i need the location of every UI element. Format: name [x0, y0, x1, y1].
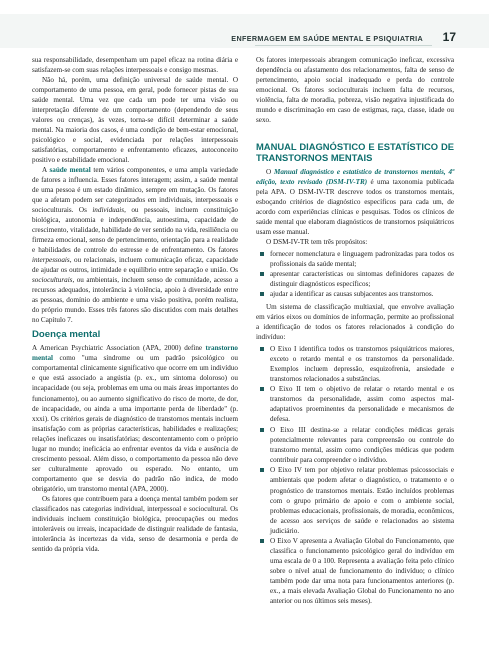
purposes-list [256, 249, 454, 299]
paragraph [256, 167, 454, 237]
list-item: fornecer nomenclatura e linguagem padronizadas para todos os profissionais da saúde mental; [256, 249, 454, 269]
axes-list [256, 344, 454, 606]
text-run: A [42, 166, 50, 175]
keyword-dsm-text: Manual diagnóstico e estatístico de transtornos mentais, 4ª edição, texto revisado (DSM-IV-TR) [256, 167, 454, 186]
keyword-transtorno-mental: transtorno mental [32, 344, 238, 363]
running-header [0, 0, 489, 52]
paragraph: Não há, porém, uma definição universal de saúde mental. O comportamento de uma pessoa, em geral, pode fornecer pistas de sua saúde mental. Uma vez que cada um pode ter uma visão ou interpretação diferente de um comportamento (dependendo de seus valores ou crenças), às vezes, torna-se difícil determinar a saúde mental. Na maioria dos casos, é uma condição de bem-estar emocional, psicológico e social, evidenciada por relações interpessoais satisfatórias, comportamento e enfrentamento eficazes, autoconceito positivo e estabilidade emocional. [32, 76, 238, 165]
page-number: 17 [442, 30, 456, 44]
text-run: é uma taxonomia publicada pela APA. O DSM-IV-TR descreve todos os transtornos mentais, esboçando critérios de diagnóstico específicos para cada um, de acordo com experiências clínicas e pesquisas. Todos os clínicos de saúde mental que elaboram diagnósticos de transtornos psiquiátricos usam esse manual. [256, 177, 454, 236]
list-item: O Eixo I identifica todos os transtornos psiquiátricos maiores, exceto o retardo mental e os transtornos da personalidade. Exemplos incluem depressão, esquizofrenia, ansiedade e transtornos relacionados a substâncias. [256, 344, 454, 384]
list-item: ajudar a identificar as causas subjacentes aos transtornos. [256, 289, 454, 299]
paragraph: Os fatores que contribuem para a doença mental também podem ser classificados nas categorias individual, interpessoal e sociocultural. Os individuais incluem constituição biológica, preocupações ou medos intoleráveis ou irreais, incapacidade de distinguir realidade de fantasia, intolerância às incertezas da vida, senso de desarmonia e perda de sentido da própria vida. [32, 494, 238, 553]
section-heading-doenca-mental: Doença mental [32, 329, 101, 341]
paragraph [32, 165, 238, 325]
right-column [256, 55, 454, 609]
header-rule [255, 45, 432, 46]
italic-term: individuais [92, 206, 125, 215]
text-run: A American Psychiatric Association (APA, 2000) define [32, 344, 206, 353]
text-run: como "uma síndrome ou um padrão psicológico ou comportamental clinicamente significativo que ocorre em um indivíduo e que está associado a angústia (p. ex., um sintoma doloroso) ou incapacidade (ou seja, problemas em uma ou mais áreas importantes do funcionamento), ou ao aumento significativo do risco de morte, de dor, de incapacidade, ou ainda a uma importante perda de liberdade" (p. xxxi). Os critérios gerais de diagnóstico de transtornos mentais incluem insatisfação com as próprias características, habilidades e realizações; relações ineficazes ou insatisfatórias; descontentamento com o próprio lugar no mundo; ineficácia ao enfrentar eventos da vida e ausência de crescimento pessoal. Além disso, o comportamento da pessoa não deve ser culturalmente aprovado ou esperado. No entanto, um comportamento que se desvia do padrão não indica, de modo obrigatório, um transtorno mental (APA, 2000). [32, 354, 238, 493]
italic-term: socioculturais [32, 276, 73, 285]
paragraph: Os fatores interpessoais abrangem comunicação ineficaz, excessiva dependência ou afastamento dos relacionamentos, falta de senso de pertencimento, apoio social inadequado e perda do controle emocional. Os fatores socioculturais incluem falta de recursos, violência, falta de moradia, pobreza, visão negativa injustificada do mundo e discriminação em caso de estigmas, raça, classe, idade ou sexo. [256, 56, 454, 125]
keyword-saude-mental: saúde mental [49, 166, 91, 175]
list-item: apresentar características ou sintomas definidores capazes de distinguir diagnósticos específicos; [256, 269, 454, 289]
section-heading-dsm: MANUAL DIAGNÓSTICO E ESTATÍSTICO DE TRANSTORNOS MENTAIS [256, 141, 454, 164]
text-run: tem vários componentes, e uma ampla variedade de fatores a influencia. Esses fatores interagem; assim, a saúde mental de uma pessoa é um estado dinâmico, sempre em mutação. Os fatores que a afetam podem ser categorizados em individuais, interpessoais e socioculturais. Os [32, 166, 238, 215]
text-run: , ou ambientais, incluem senso de comunidade, acesso a recursos adequados, intolerância à violência, apoio à diversidade entre as pessoas, domínio do ambiente e uma visão positiva, porém realista, do próprio mundo. Esses três fatores são discutidos com mais detalhes no Capítulo 7. [32, 276, 238, 325]
list-item: O Eixo II tem o objetivo de relatar o retardo mental e os transtornos da personalidade, assim como aspectos mal-adaptativos proeminentes da personalidade e mecanismos de defesa. [256, 384, 454, 424]
italic-term: interpessoais [32, 256, 70, 265]
list-item: O Eixo V apresenta a Avaliação Global do Funcionamento, que classifica o funcionamento psicológico geral do indivíduo em uma escala de 0 a 100. Representa a avaliação feita pelo clínico sobre o nível atual de funcionamento do indivíduo; o clínico também pode dar uma nota para funcionamentos anteriores (p. ex., a mais elevada Avaliação Global do Funcionamento no ano anterior ou nos últimos seis meses). [256, 536, 454, 606]
paragraph [32, 343, 238, 493]
paragraph: sua responsabilidade, desempenham um papel eficaz na rotina diária e satisfazem-se com suas relações interpessoais e consigo mesmas. [32, 56, 238, 75]
text-run: O [266, 167, 275, 176]
text-run: , ou relacionais, incluem comunicação eficaz, capacidade de ajudar os outros, intimidade e equilíbrio entre separação e união. Os [32, 256, 238, 275]
paragraph: Um sistema de classificação multiaxial, que envolve avaliação em vários eixos ou domínios de informação, permite ao profissional a identificação de todos os fatores relacionados à condição do indivíduo: [256, 302, 454, 341]
running-title: ENFERMAGEM EM SAÚDE MENTAL E PSIQUIATRIA [231, 34, 423, 43]
list-item: O Eixo III destina-se a relatar condições médicas gerais potencialmente relevantes para compreensão ou controle do transtorno mental, assim como condições médicas que podem contribuir para compreender o indivíduo. [256, 425, 454, 465]
list-item: O Eixo IV tem por objetivo relatar problemas psicossociais e ambientais que podem afetar o diagnóstico, o tratamento e o prognóstico de transtornos mentais. Estão incluídos problemas com o grupo primário de apoio e com o ambiente social, problemas educacionais, profissionais, de moradia, econômicos, de acesso aos serviços de saúde e relacionados ao sistema judiciário. [256, 465, 454, 535]
text-run: , ou pessoais, incluem constituição biológica, autonomia e independência, autoestima, capacidade de crescimento, vitalidade, habilidade de ver sentido na vida, resiliência ou firmeza emocional, senso de pertencimento, orientação para a realidade e habilidades de controle do estresse e de enfrentamento. Os fatores [32, 206, 238, 255]
paragraph: O DSM-IV-TR tem três propósitos: [266, 237, 368, 246]
left-column [32, 55, 238, 554]
